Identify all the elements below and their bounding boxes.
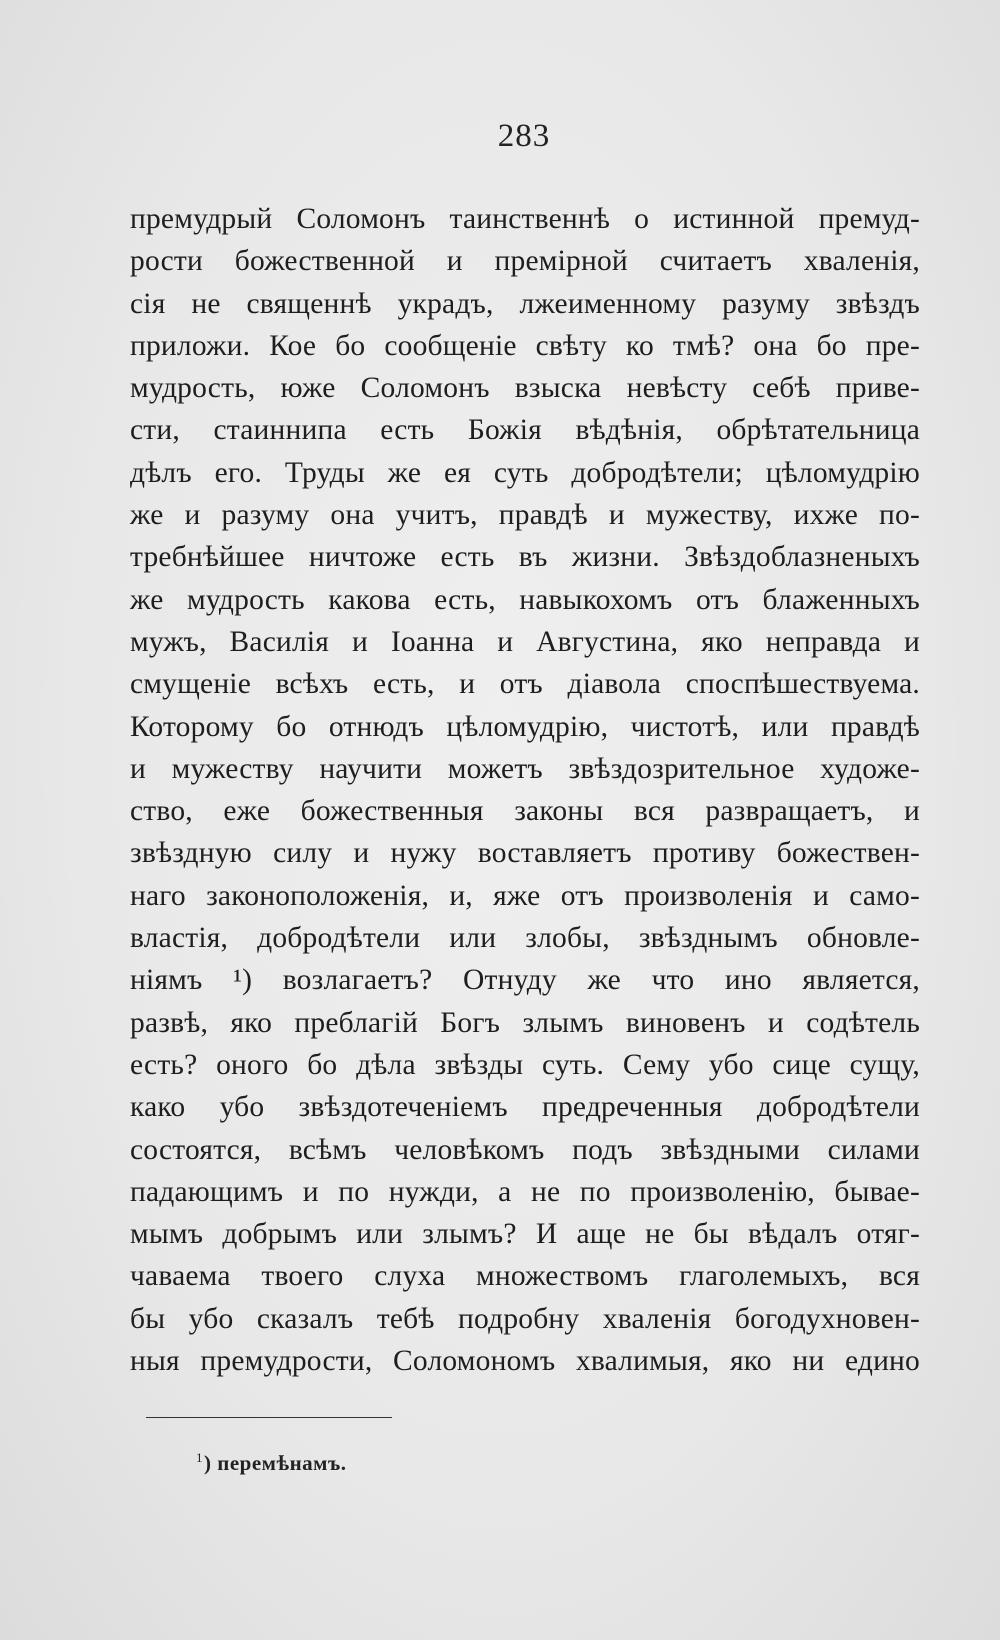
- footnote-marker: 1: [196, 1450, 203, 1465]
- text-line: есть? оного бо дѣла звѣзды суть. Сему убо сице сущу,: [130, 1048, 920, 1081]
- text-line: и мужеству научити можетъ звѣздозрительное художе-: [130, 752, 920, 785]
- footnote-text: ) перемѣнамъ.: [204, 1451, 347, 1475]
- main-text-block: [130, 198, 920, 1382]
- text-line: же и разуму она учитъ, правдѣ и мужеству, ихже по-: [130, 499, 920, 532]
- text-line: рости божественной и премiрной считаетъ хваленiя,: [130, 245, 920, 278]
- text-line: падающимъ и по нужди, а не по произволенiю, бывае-: [130, 1175, 920, 1208]
- page-number: 283: [497, 118, 551, 154]
- text-line: бы убо сказалъ тебѣ подробну хваленiя богодухновен-: [130, 1302, 920, 1335]
- text-line: требнѣйшее ничтоже есть въ жизни. Звѣздоблазненыхъ: [130, 541, 920, 574]
- text-line: сти, стаиннипа есть Божiя вѣдѣнiя, обрѣтательница: [130, 414, 920, 447]
- text-line: Которому бо отнюдъ цѣломудрiю, чистотѣ, или правдѣ: [130, 710, 920, 743]
- text-line: смущенiе всѣхъ есть, и отъ дiавола споспѣшествуема.: [130, 668, 920, 701]
- footnote: [196, 1450, 346, 1476]
- text-line: звѣздную силу и нужу воставляетъ противу божествен-: [130, 837, 920, 870]
- text-line: ныя премудрости, Соломономъ хвалимыя, яко ни едино: [130, 1345, 920, 1378]
- text-line: дѣлъ его. Труды же ея суть добродѣтели; цѣломудрiю: [130, 456, 920, 489]
- text-line: властiя, добродѣтели или злобы, звѣзднымъ обновле-: [130, 922, 920, 955]
- text-line: мужъ, Василiя и Iоанна и Августина, яко неправда и: [130, 625, 920, 658]
- text-line: премудрый Соломонъ таинственнѣ о истинной премуд-: [130, 203, 920, 235]
- text-line: ство, еже божественныя законы вся развращаетъ, и: [130, 795, 920, 828]
- text-line: како убо звѣздотеченiемъ предреченныя добродѣтели: [130, 1091, 920, 1124]
- text-line: состоятся, всѣмъ человѣкомъ подъ звѣздными силами: [130, 1133, 920, 1166]
- text-line: мымъ добрымъ или злымъ? И аще не бы вѣдалъ отяг-: [130, 1218, 920, 1251]
- text-line: чаваема твоего слуха множествомъ глаголемыхъ, вся: [130, 1260, 920, 1293]
- text-line: наго законоположенiя, и, яже отъ произволенiя и само-: [130, 879, 920, 912]
- text-line: сiя не священнѣ украдъ, лжеименному разуму звѣздъ: [130, 287, 920, 320]
- text-line: развѣ, яко преблагiй Богъ злымъ виновенъ и содѣтель: [130, 1006, 920, 1039]
- text-line: приложи. Кое бо сообщенiе свѣту ко тмѣ? она бо пре-: [130, 329, 920, 362]
- footnote-divider: [146, 1417, 392, 1418]
- text-line: нiямъ ¹) возлагаетъ? Отнуду же что ино является,: [130, 964, 920, 997]
- text-line: мудрость, юже Соломонъ взыска невѣсту себѣ приве-: [130, 372, 920, 405]
- text-line: же мудрость какова есть, навыкохомъ отъ блаженныхъ: [130, 583, 920, 616]
